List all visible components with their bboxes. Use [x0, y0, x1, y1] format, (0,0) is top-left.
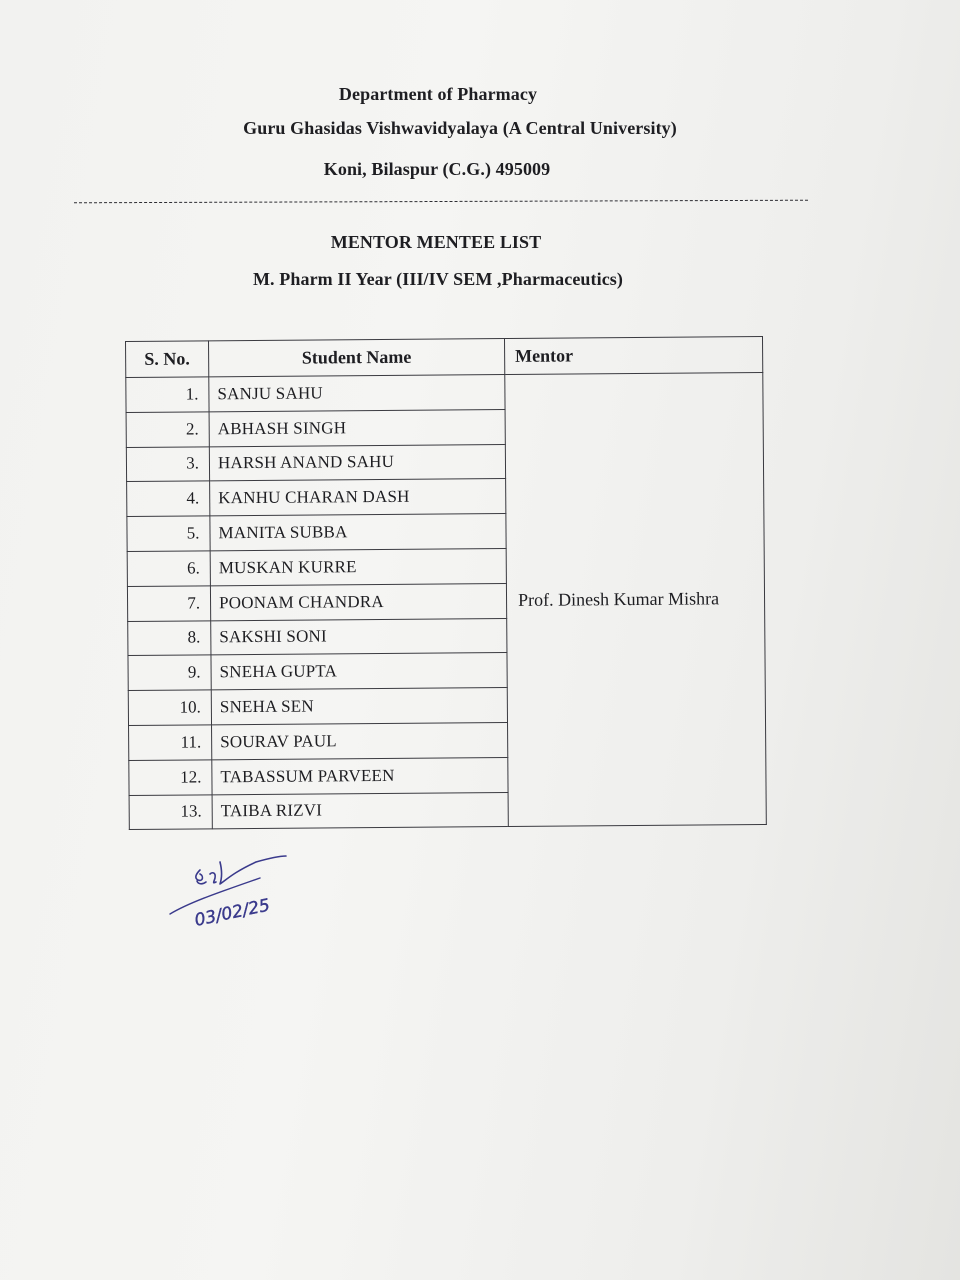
table-body [126, 372, 767, 829]
row-student-name: POONAM CHANDRA [210, 583, 506, 620]
document-title: MENTOR MENTEE LIST [330, 232, 542, 252]
mentor-cell: Prof. Dinesh Kumar Mishra [505, 372, 767, 826]
row-student-name: HARSH ANAND SAHU [209, 444, 505, 481]
row-sno: 12. [129, 760, 212, 795]
row-student-name: SOURAV PAUL [212, 722, 508, 759]
address-heading: Koni, Bilaspur (C.G.) 495009 [323, 159, 551, 179]
header-sno: S. No. [126, 341, 209, 378]
row-sno: 7. [127, 586, 210, 621]
row-sno: 6. [127, 551, 210, 586]
row-sno: 13. [129, 794, 212, 829]
row-sno: 2. [126, 412, 209, 447]
department-heading: Department of Pharmacy [338, 84, 538, 104]
row-student-name: SANJU SAHU [209, 375, 505, 412]
row-sno: 1. [126, 377, 209, 412]
row-student-name: SAKSHI SONI [211, 618, 507, 655]
row-sno: 9. [128, 655, 211, 690]
mentor-mentee-table [125, 336, 767, 830]
row-student-name: MANITA SUBBA [210, 514, 506, 551]
row-sno: 10. [128, 690, 211, 725]
row-sno: 5. [127, 516, 210, 551]
row-student-name: SNEHA GUPTA [211, 653, 507, 690]
university-heading: Guru Ghasidas Vishwavidyalaya (A Central University) [243, 118, 677, 138]
row-student-name: ABHASH SINGH [209, 409, 505, 446]
row-student-name: TABASSUM PARVEEN [212, 757, 508, 794]
row-sno: 3. [126, 446, 209, 481]
row-student-name: TAIBA RIZVI [212, 792, 508, 829]
dashed-divider [74, 200, 808, 204]
row-sno: 11. [129, 725, 212, 760]
signature-image [160, 848, 310, 938]
table-row [126, 372, 763, 412]
row-student-name: MUSKAN KURRE [210, 548, 506, 585]
row-student-name: SNEHA SEN [211, 688, 507, 725]
document-subtitle: M. Pharm II Year (III/IV SEM ,Pharmaceutics) [252, 269, 624, 289]
header-student-name: Student Name [209, 339, 505, 377]
row-sno: 4. [127, 481, 210, 516]
mentor-mentee-table-wrapper [125, 336, 767, 830]
row-student-name: KANHU CHARAN DASH [210, 479, 506, 516]
row-sno: 8. [128, 620, 211, 655]
signature-date: 03/02/25 [192, 895, 272, 931]
header-mentor: Mentor [504, 336, 762, 374]
table-header-row [126, 336, 763, 377]
